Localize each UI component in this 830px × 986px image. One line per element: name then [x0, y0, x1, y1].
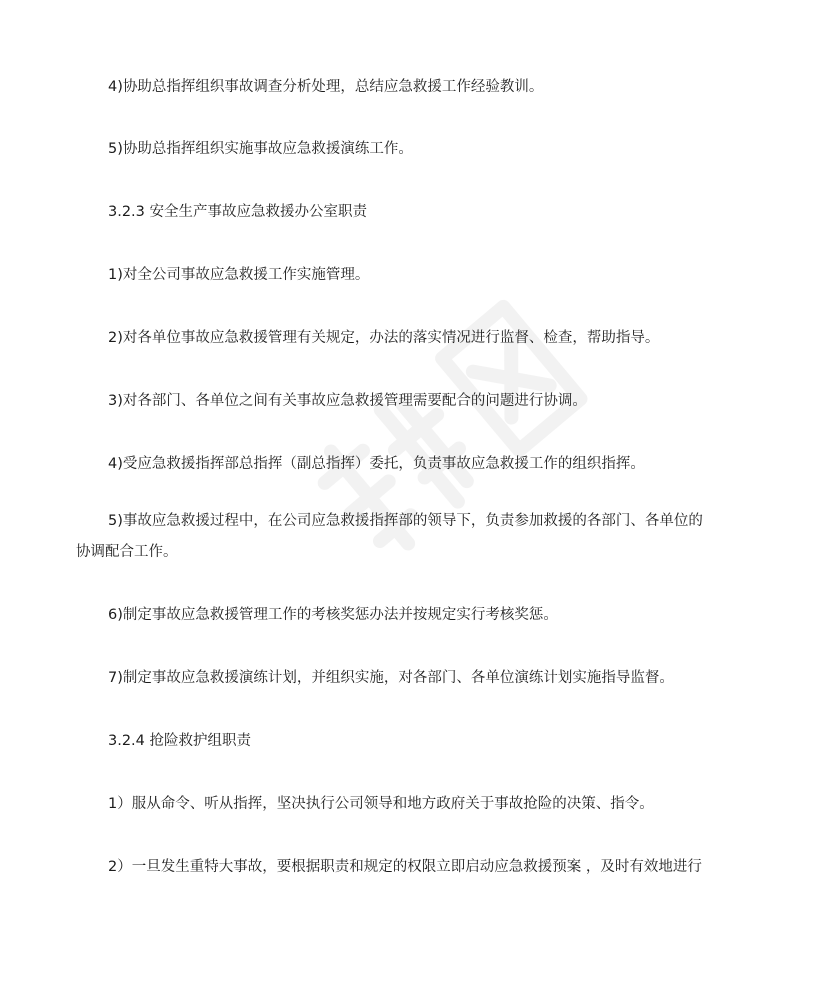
paragraph-continuation: 协调配合工作。: [76, 544, 178, 560]
watermark-logo-icon: [271, 257, 629, 603]
paragraph: 1）服从命令、听从指挥，坚决执行公司领导和地方政府关于事故抢险的决策、指令。: [108, 796, 654, 812]
section-heading: 3.2.3 安全生产事故应急救援办公室职责: [108, 204, 368, 220]
paragraph: 5)事故应急救援过程中，在公司应急救援指挥部的领导下，负责参加救援的各部门、各单位的: [108, 513, 703, 529]
paragraph: 6)制定事故应急救援管理工作的考核奖惩办法并按规定实行考核奖惩。: [108, 607, 558, 623]
paragraph: 2）一旦发生重特大事故，要根据职责和规定的权限立即启动应急救援预案 ，及时有效地进行: [108, 859, 702, 875]
paragraph: 2)对各单位事故应急救援管理有关规定，办法的落实情况进行监督、检查，帮助指导。: [108, 330, 660, 346]
paragraph: 7)制定事故应急救援演练计划，并组织实施，对各部门、各单位演练计划实施指导监督。: [108, 670, 674, 686]
paragraph: 5)协助总指挥组织实施事故应急救援演练工作。: [108, 141, 413, 157]
paragraph: 3)对各部门、各单位之间有关事故应急救援管理需要配合的问题进行协调。: [108, 393, 587, 409]
paragraph: 4)受应急救援指挥部总指挥（副总指挥）委托，负责事故应急救援工作的组织指挥。: [108, 456, 645, 472]
watermark: [271, 257, 629, 603]
section-heading: 3.2.4 抢险救护组职责: [108, 733, 252, 749]
paragraph: 1)对全公司事故应急救援工作实施管理。: [108, 267, 370, 283]
paragraph: 4)协助总指挥组织事故调查分析处理，总结应急救援工作经验教训。: [108, 79, 544, 95]
